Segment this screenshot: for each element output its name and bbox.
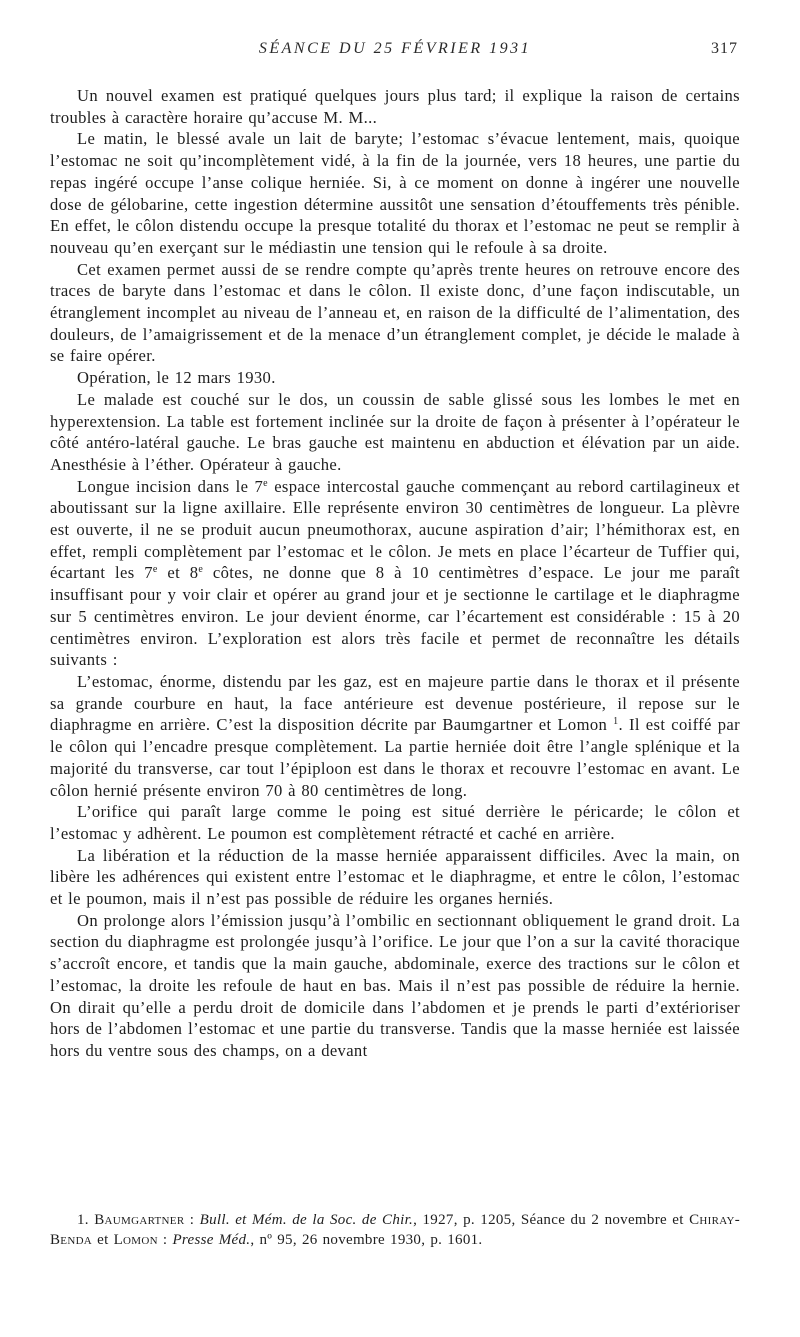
footnote-number: 1. xyxy=(77,1212,89,1228)
text-run: , nº 95, 26 novembre 1930, p. 1601. xyxy=(250,1231,483,1248)
paragraph: On prolonge alors l’émission jusqu’à l’ombilic en sectionnant obliquement le grand droit. La section du diaphragme est prolongée jusqu’à l’orifice. Le jour que l’on a sur la cavité thoracique s’accroît encore, et tandis que la main gauche, abdominale, exerce des tractions sur le côlon et l’estomac, la droite les refoule de haut en bas. Mais il n’est pas possible de réduire la hernie. On dirait qu’elle a perdu droit de domicile dans l’abdomen et je prends le parti d’extérioriser hors de l’abdomen l’estomac et une partie du transverse. Tandis que la masse herniée est laissée hors du ventre sous des champs, on a devant xyxy=(50,910,740,1060)
text-run: espace intercostal gauche commençant au rebord cartilagineux et aboutissant sur la ligne axillaire. Elle représente environ 30 centimètres de longueur. La plèvre est ouverte, il ne se produit aucun pneumothorax, aucune aspiration d’air; l’hémithorax est, en effet, rempli complètement par l’estomac et le côlon. Je mets en place l’écarteur de Tuffier qui, écartant les 7 xyxy=(50,476,740,583)
text-run: et xyxy=(92,1231,114,1248)
superscript: e xyxy=(152,564,158,576)
page-number: 317 xyxy=(711,40,738,57)
running-title: SÉANCE DU 25 FÉVRIER 1931 xyxy=(258,40,532,57)
text-run: , 1927, p. 1205, Séance du 2 novembre et xyxy=(413,1212,690,1228)
paragraph: Opération, le 12 mars 1930. xyxy=(77,368,276,388)
superscript: e xyxy=(198,564,204,576)
paragraph: L’orifice qui paraît large comme le poing est situé derrière le péricarde; le côlon et l’estomac y adhèrent. Le poumon est complètement rétracté et caché en arrière. xyxy=(50,802,740,843)
paragraph: Le malade est couché sur le dos, un coussin de sable glissé sous les lombes le met en hyperextension. La table est fortement inclinée sur la droite de façon à présenter à l’opérateur le côté antéro-latéral gauche. Le bras gauche est maintenu en abduction et élévation par un aide. Anesthésie à l’éther. Opérateur à gauche. xyxy=(50,389,740,474)
footnote-reference: 1 xyxy=(613,716,619,728)
text-run: côtes, ne donne que 8 à 10 centimètres d’espace. Le jour me paraît insuffisant pour y voir clair et opérer au grand jour et je sectionne le cartilage et le diaphragme sur 5 centimètres environ. Le jour devient énorme, car l’écartement est considérable : 15 à 20 centimètres environ. L’exploration est alors très facile et permet de reconnaître les détails suivants : xyxy=(50,563,740,670)
text-run: . Il est coiffé par le côlon qui l’encadre presque complètement. La partie herniée doit être l’angle splénique et la majorité du transverse, car tout l’épiploon est dans le thorax et recouvre l’estomac en avant. Le côlon hernié présente environ 70 à 80 centimètres de long. xyxy=(50,715,740,800)
text-run: L’estomac, énorme, distendu par les gaz, est en majeure partie dans le thorax et il présente sa grande courbure en haut, la face antérieure est devenue postérieure, il repose sur le diaphragme en arrière. C’est la disposition décrite par Baumgartner et Lomon xyxy=(50,671,740,735)
footnote xyxy=(50,1211,740,1250)
superscript: e xyxy=(263,477,268,489)
text-run: Longue incision dans le 7 xyxy=(77,476,264,496)
document-page xyxy=(50,0,740,1337)
footnotes xyxy=(50,1211,740,1250)
paragraph: Un nouvel examen est pratiqué quelques jours plus tard; il explique la raison de certains troubles à caractère horaire qu’accuse M. M... xyxy=(50,86,740,127)
text-run: et 8 xyxy=(157,563,199,583)
footnote-author: Lomon xyxy=(113,1231,158,1248)
paragraph-estomac xyxy=(50,671,740,801)
text-run: : xyxy=(157,1231,173,1248)
footnote-author: Baumgartner xyxy=(94,1212,185,1228)
footnote-journal: Presse Méd. xyxy=(172,1231,251,1248)
paragraph: La libération et la réduction de la masse herniée apparaissent difficiles. Avec la main, on libère les adhérences qui existent entre l’estomac et le diaphragme, et entre le côlon, l’estomac et le poumon, mais il n’est pas possible de réduire les organes herniés. xyxy=(50,845,740,909)
footnote-author: Chiray-Benda xyxy=(50,1212,740,1248)
paragraph: Cet examen permet aussi de se rendre compte qu’après trente heures on retrouve encore des traces de baryte dans l’estomac et dans le côlon. Il existe donc, d’une façon indiscutable, un étranglement incomplet au niveau de l’anneau et, en raison de la difficulté de l’alimentation, des douleurs, de l’amaigrissement et de la menace d’un étranglement complet, je décide le malade à se faire opérer. xyxy=(50,259,740,366)
body-text xyxy=(50,85,740,1062)
footnote-journal: Bull. et Mém. de la Soc. de Chir. xyxy=(199,1212,414,1228)
paragraph: Le matin, le blessé avale un lait de baryte; l’estomac s’évacue lentement, mais, quoique l’estomac ne soit qu’incomplètement vidé, à la fin de la journée, vers 18 heures, une partie du repas ingéré occupe l’anse colique herniée. Si, à ce moment on donne à ingérer une nouvelle dose de gélobarine, cette ingestion détermine aussitôt une sensation d’étouffements très pénible. En effet, le côlon distendu occupe la presque totalité du thorax et l’estomac ne peut se remplir à nouveau qu’en exerçant sur le médiastin une tension qui le refoule à sa droite. xyxy=(50,129,740,257)
page-header xyxy=(50,40,740,64)
paragraph-incision xyxy=(50,476,740,671)
text-run: : xyxy=(184,1212,200,1228)
